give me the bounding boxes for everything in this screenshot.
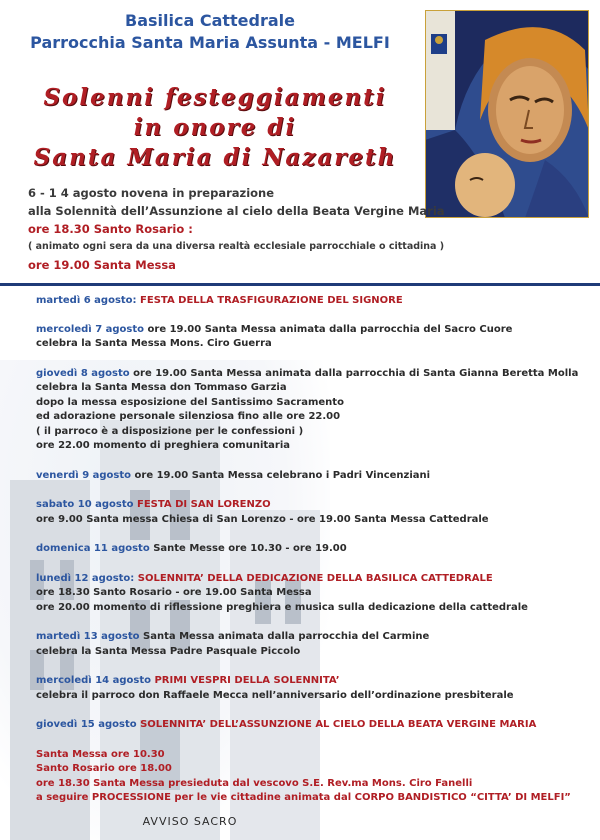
- intro-rosary: ore 18.30 Santo Rosario :: [28, 222, 193, 236]
- entry-text: Santa Messa animata dalla parrocchia del Carmine: [139, 631, 430, 642]
- entry-text: SOLENNITA’ DELLA DEDICAZIONE DELLA BASILICA CATTEDRALE: [134, 572, 493, 584]
- divider: [0, 283, 600, 286]
- entry-line: celebra il parroco don Raffaele Mecca nell’anniversario dell’ordinazione presbiterale: [36, 689, 514, 701]
- entry-line: dopo la messa esposizione del Santissimo Sacramento: [36, 396, 344, 408]
- schedule-entry: [36, 542, 596, 557]
- entry-day: domenica 11 agosto: [36, 543, 150, 554]
- entry-line: ore 9.00 Santa messa Chiesa di San Lorenzo - ore 19.00 Santa Messa Cattedrale: [36, 513, 489, 525]
- final-line: ore 18.30 Santa Messa presieduta dal vescovo S.E. Rev.ma Mons. Ciro Fanelli: [36, 777, 473, 789]
- entry-day: mercoledì 14 agosto: [36, 675, 151, 686]
- intro-note: ( animato ogni sera da una diversa realtà ecclesiale parrocchiale o cittadina ): [28, 241, 445, 252]
- entry-day: sabato 10 agosto: [36, 499, 134, 510]
- intro-novena: 6 - 1 4 agosto novena in preparazione: [28, 186, 275, 200]
- novena-intro: [28, 184, 598, 274]
- entry-line: ore 22.00 momento di preghiera comunitaria: [36, 440, 291, 451]
- entry-day: mercoledì 7 agosto: [36, 323, 145, 335]
- final-line: Santa Messa ore 10.30: [36, 748, 165, 760]
- schedule-entry: [36, 294, 596, 309]
- entry-text: ore 19.00 Santa Messa animata dalla parrocchia di Santa Gianna Beretta Molla: [129, 367, 579, 379]
- final-day-program: [36, 748, 596, 806]
- entry-day: martedì 13 agosto: [36, 631, 140, 642]
- entry-line: ore 20.00 momento di riflessione preghiera e musica sulla dedicazione della cattedrale: [36, 601, 528, 613]
- entry-line: celebra la Santa Messa Padre Pasquale Piccolo: [36, 645, 301, 657]
- schedule-entry: [36, 674, 596, 703]
- entry-text: PRIMI VESPRI DELLA SOLENNITA’: [151, 675, 340, 686]
- schedule-entry: [36, 718, 596, 733]
- schedule-entry: [36, 367, 596, 454]
- entry-line: celebra la Santa Messa don Tommaso Garzia: [36, 382, 287, 393]
- schedule-entry: [36, 498, 596, 527]
- final-line: a seguire PROCESSIONE per le vie cittadine animata dal CORPO BANDISTICO “CITTA’ DI MELFI”: [36, 792, 571, 803]
- entry-text: ore 19.00 Santa Messa animata dalla parrocchia del Sacro Cuore: [144, 323, 513, 335]
- schedule-entry: [36, 323, 596, 352]
- entry-day: giovedì 8 agosto: [36, 367, 130, 379]
- entry-text: FESTA DI SAN LORENZO: [133, 499, 271, 510]
- entry-line: celebra la Santa Messa Mons. Ciro Guerra: [36, 338, 272, 349]
- schedule-entry: [36, 572, 596, 616]
- entry-text: SOLENNITA’ DELL’ASSUNZIONE AL CIELO DELLA BEATA VERGINE MARIA: [136, 719, 537, 730]
- entry-text: Sante Messe ore 10.30 - ore 19.00: [149, 543, 347, 554]
- schedule-list: [36, 294, 596, 821]
- header-parish: Parrocchia Santa Maria Assunta - MELFI: [30, 33, 390, 52]
- title-line-1: Solenni festeggiamenti: [43, 84, 387, 111]
- final-line: Santo Rosario ore 18.00: [36, 763, 172, 774]
- footer-notice: AVVISO SACRO: [142, 815, 238, 828]
- entry-day: giovedì 15 agosto: [36, 719, 137, 730]
- entry-day: venerdì 9 agosto: [36, 469, 132, 481]
- header: [0, 10, 420, 54]
- schedule-entry: [36, 469, 596, 484]
- intro-mass: ore 19.00 Santa Messa: [28, 258, 176, 272]
- schedule-entry: [36, 630, 596, 659]
- intro-solemnity: alla Solennità dell’Assunzione al cielo della Beata Vergine Maria: [28, 204, 445, 218]
- entry-line: ( il parroco è a disposizione per le confessioni ): [36, 425, 304, 437]
- entry-line: ed adorazione personale silenziosa fino alle ore 22.00: [36, 411, 341, 422]
- title-line-2: in onore di: [133, 114, 297, 141]
- entry-day: lunedì 12 agosto:: [36, 572, 135, 584]
- header-basilica: Basilica Cattedrale: [125, 11, 295, 30]
- coat-of-arms-icon: [431, 34, 447, 54]
- entry-text: FESTA DELLA TRASFIGURAZIONE DEL SIGNORE: [136, 295, 403, 306]
- title-line-3: Santa Maria di Nazareth: [33, 144, 397, 171]
- entry-text: ore 19.00 Santa Messa celebrano i Padri Vincenziani: [131, 469, 431, 481]
- entry-line: ore 18.30 Santo Rosario - ore 19.00 Santa Messa: [36, 587, 312, 598]
- entry-day: martedì 6 agosto:: [36, 295, 137, 306]
